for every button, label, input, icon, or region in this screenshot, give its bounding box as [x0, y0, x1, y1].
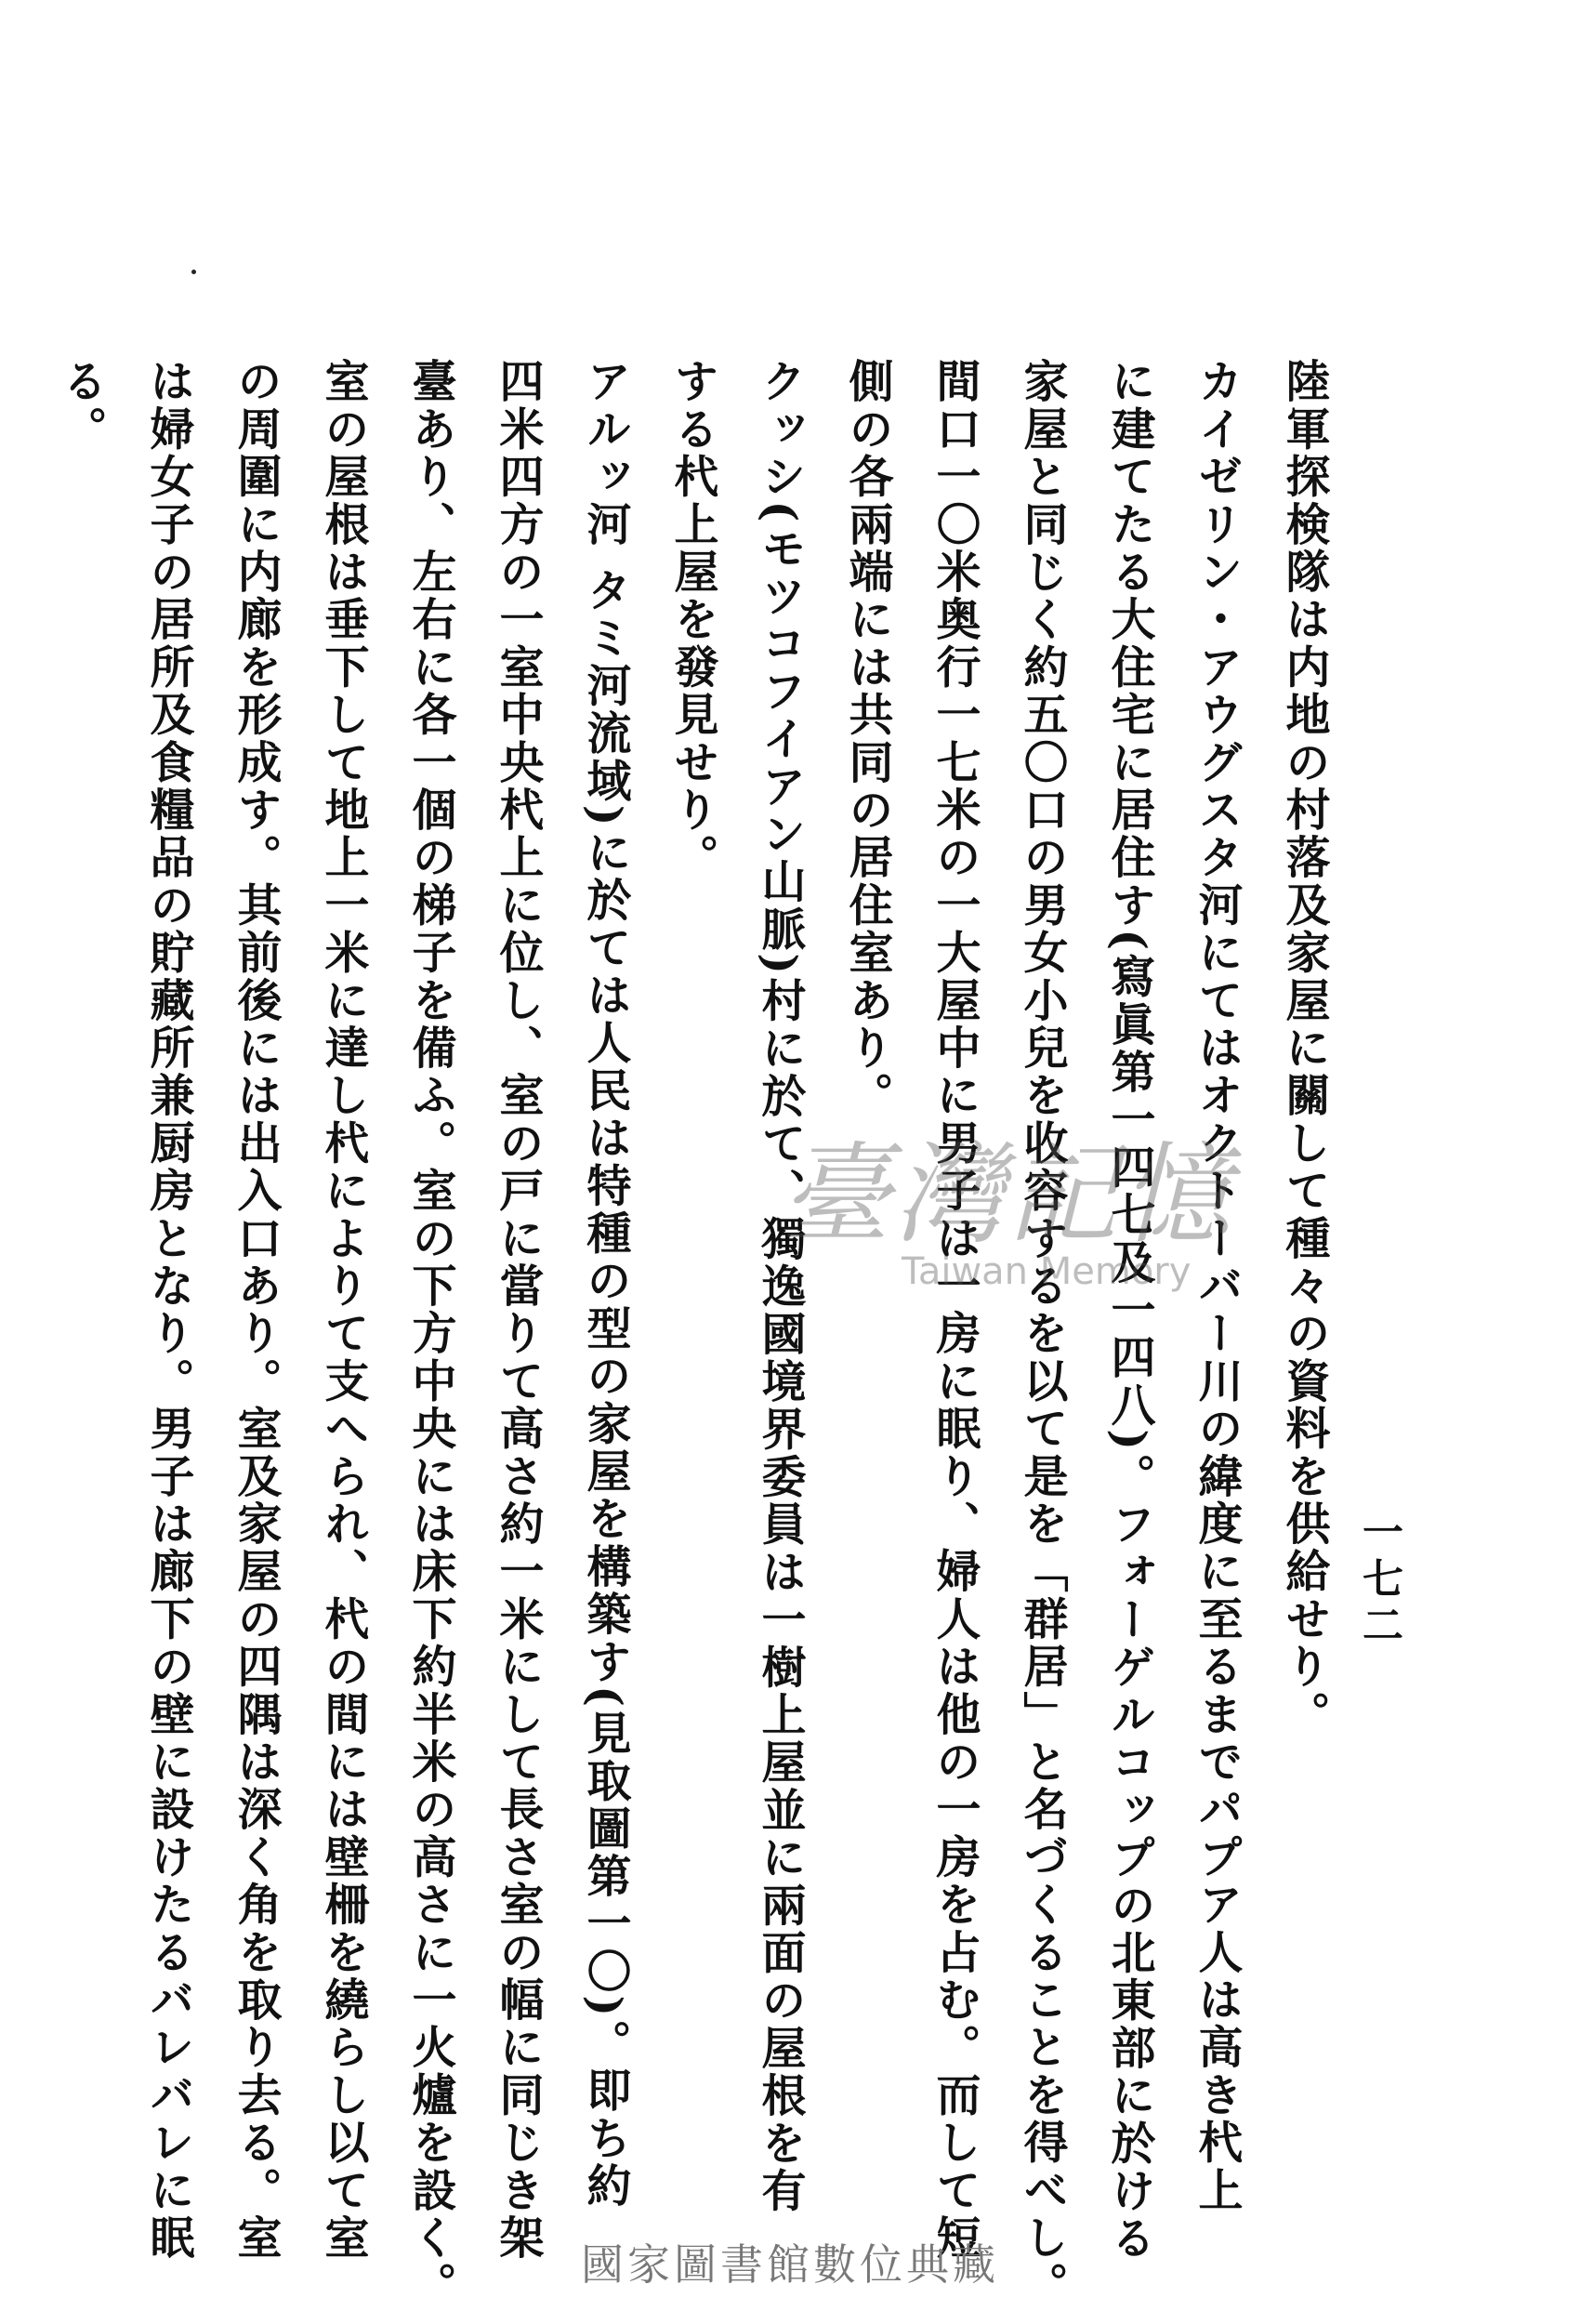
text-line: は婦女子の居所及食糧品の貯藏所兼厨房となり。男子は廊下の壁に設けたるバレバレに眠 [142, 358, 194, 2262]
page-number: 一七二 [1355, 1511, 1402, 1650]
text-line: 臺あり、左右に各一個の梯子を備ふ。室の下方中央には床下約半米の高さに一火爐を設く。 [404, 358, 456, 2310]
text-line: 間口一〇米奥行一七米の一大屋中に男子は一房に眠り、婦人は他の一房を占む。而して短 [928, 358, 981, 2262]
text-line: 家屋と同じく約五〇口の男女小兒を收容するを以て是を「群居」と名づくることを得べし。 [1016, 358, 1068, 2310]
text-line: アルッ河 タミ河流域)に於ては人民は特種の型の家屋を構築す(見取圖第一〇)。即ち約 [579, 358, 631, 2211]
text-line: に建てたる大住宅に居住す(寫眞第一四七及一四八)。フォーゲルコップの北東部に於ける [1103, 358, 1155, 2263]
text-line: る。 [55, 358, 107, 454]
text-line: 四米四方の一室中央杙上に位し、室の戸に當りて高さ約一米にして長さ室の幅に同じき架 [492, 358, 544, 2262]
text-line: 室の屋根は垂下して地上一米に達し杙によりて支へられ、杙の間には壁柵を繞らし以て室 [317, 358, 369, 2262]
text-line: 陸軍探検隊は内地の村落及家屋に關して種々の資料を供給せり。 [1278, 358, 1330, 1738]
watermark-script: 臺灣記憶 [781, 1130, 1235, 1259]
scan-speck [191, 270, 196, 274]
text-line: クッシ(モツコフイアン山脈)村に於て、獨逸國境界委員は一樹上屋並に兩面の屋根を有 [754, 358, 806, 2215]
text-line: カイゼリン・アウグスタ河にてはオクトーバー川の緯度に至るまでパプア人は高き杙上 [1191, 358, 1243, 2214]
text-line: 側の各兩端には共同の居住室あり。 [841, 358, 893, 1120]
text-line: する杙上屋を發見せり。 [666, 358, 718, 882]
library-footer: 國家圖書館數位典藏 [581, 2239, 999, 2290]
text-line: の周圍に内廊を形成す。其前後には出入口あり。室及家屋の四隅は深く角を取り去る。室 [230, 358, 282, 2262]
watermark-roman: Taiwan Memory [902, 1250, 1192, 1293]
